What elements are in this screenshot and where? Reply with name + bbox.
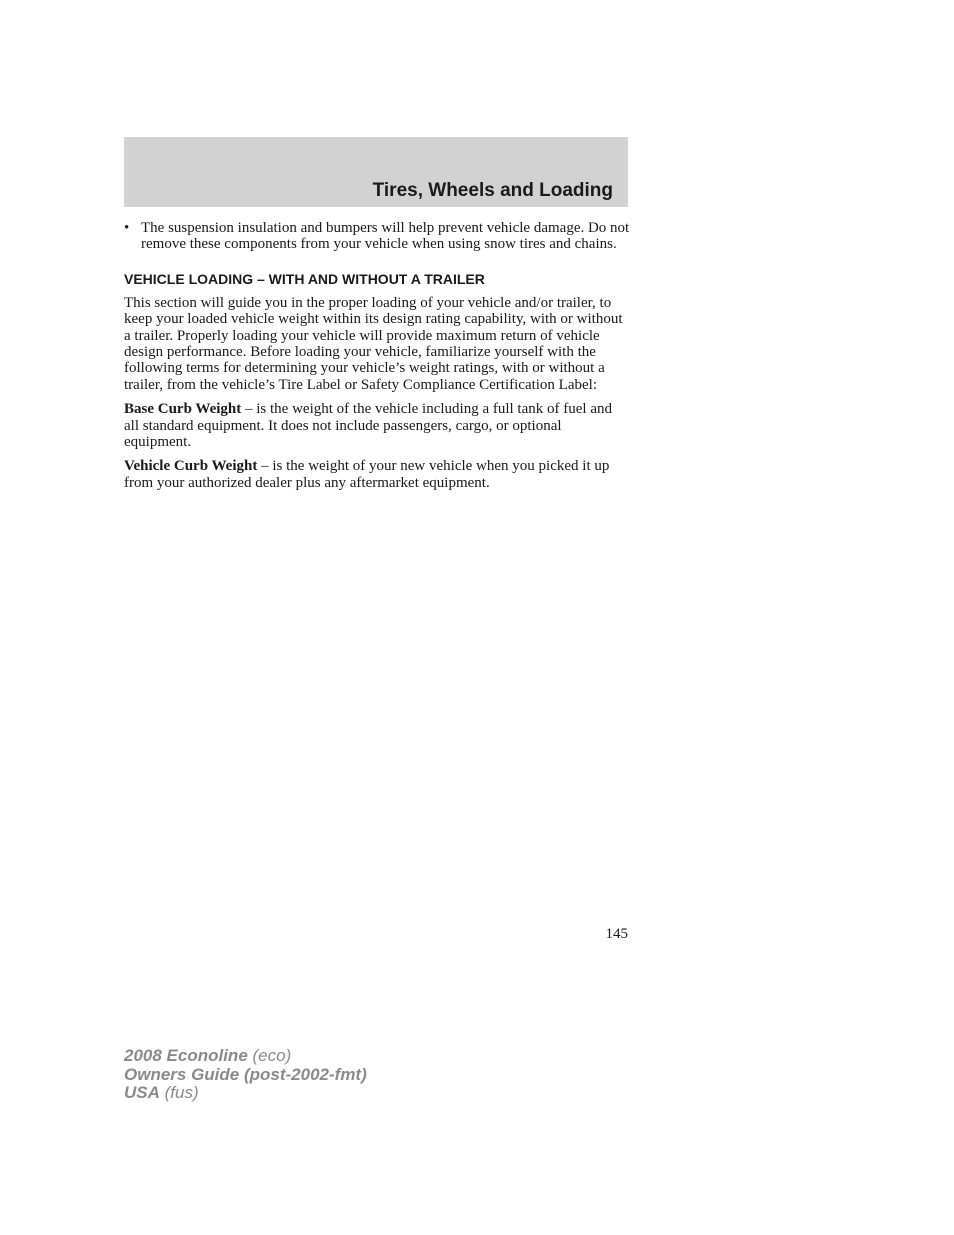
page-number: 145 xyxy=(605,926,628,942)
bullet-icon: • xyxy=(124,220,130,236)
footer-market-code: (fus) xyxy=(159,1083,199,1102)
intro-paragraph: This section will guide you in the proper loading of your vehicle and/or trailer, to keep your loaded vehicle weight within its design rating capability, with or without a trailer. Properly loading your vehicle will provide maximum return of vehicle design performance. Before loading your vehicle, familiarize yourself with the following terms for determining your vehicle’s weight ratings, with or without a trailer, from the vehicle’s Tire Label or Safety Compliance Certification Label: xyxy=(124,294,623,393)
section-heading: VEHICLE LOADING – WITH AND WITHOUT A TRAILER xyxy=(124,270,485,287)
definition-term: Vehicle Curb Weight xyxy=(124,458,258,475)
footer-line-model xyxy=(124,1047,367,1066)
header-band xyxy=(124,137,628,207)
footer-line-market xyxy=(124,1084,367,1103)
page-title: Tires, Wheels and Loading xyxy=(372,180,613,201)
definition-vehicle-curb-weight xyxy=(124,458,630,491)
footer-model: 2008 Econoline xyxy=(124,1046,248,1065)
bullet-text: The suspension insulation and bumpers will help prevent vehicle damage. Do not remove these components from your vehicle when using snow tires and chains. xyxy=(141,220,630,253)
definition-term: Base Curb Weight xyxy=(124,401,242,418)
list-item xyxy=(124,220,630,253)
footer-market: USA xyxy=(124,1083,160,1102)
footer-line-guide xyxy=(124,1066,367,1085)
page-content xyxy=(124,220,630,499)
definition-text: – is the weight of your new vehicle when you picked it up from your authorized dealer plus any aftermarket equipment. xyxy=(124,458,610,491)
footer-model-code: (eco) xyxy=(247,1046,292,1065)
footer-guide: Owners Guide (post-2002-fmt) xyxy=(124,1064,367,1084)
definition-base-curb-weight xyxy=(124,401,630,450)
footer-doc-info xyxy=(124,1047,367,1103)
definition-text: – is the weight of the vehicle including a full tank of fuel and all standard equipment. It does not include passengers, cargo, or optional equipment. xyxy=(124,401,612,451)
